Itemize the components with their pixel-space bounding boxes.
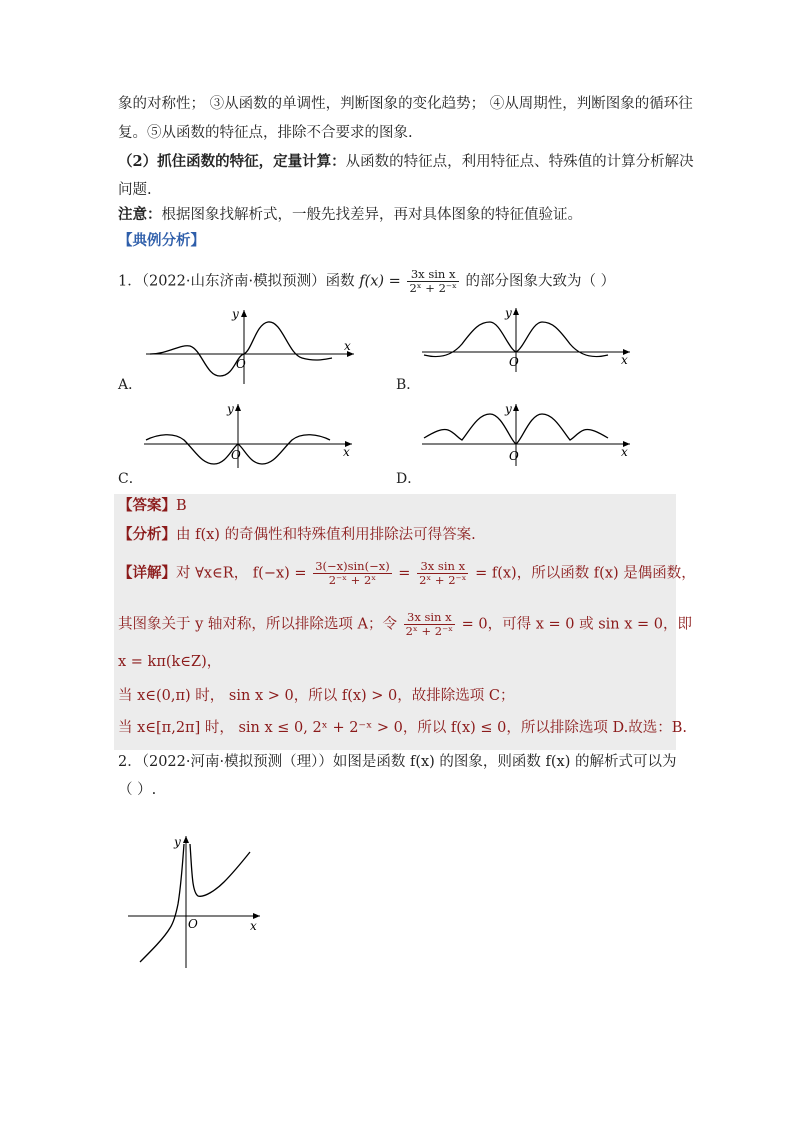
point-2-continued: 问题. <box>118 182 152 198</box>
curve-left-branch <box>140 844 184 962</box>
y-label: y <box>505 306 512 320</box>
q1-fraction <box>407 268 458 295</box>
x-label: x <box>250 919 257 933</box>
x-label: x <box>343 445 350 459</box>
y-arrow <box>235 404 241 411</box>
answer-line <box>118 496 187 516</box>
detail-2b: = 0，可得 x = 0 或 sin x = 0，即 <box>461 616 693 633</box>
fraction-3-den: 2ˣ + 2⁻ˣ <box>405 624 454 638</box>
option-c-label: C． <box>118 471 143 487</box>
detail-1a: 对 ∀x∈R， f(−x) = <box>176 565 307 582</box>
y-arrow <box>513 308 519 315</box>
fraction-1-den: 2⁻ˣ + 2ˣ <box>328 573 377 587</box>
curve-right-branch <box>190 844 250 896</box>
detail-line-3: x = kπ(k∈Z)， <box>118 654 222 670</box>
point-2 <box>118 152 694 172</box>
analysis-tag: 【分析】 <box>118 526 176 543</box>
note-heading: 注意： <box>118 206 162 223</box>
graph-question-2 <box>124 832 274 972</box>
intro-line-1: 象的对称性； ③从函数的单调性，判断图象的变化趋势； ④从周期性，判断图象的循环往 <box>118 96 693 112</box>
q1-fx: f(x) = <box>359 273 401 290</box>
y-label: y <box>505 402 512 416</box>
detail-line-4: 当 x∈(0,π) 时， sin x > 0，所以 f(x) > 0，故排除选项 C； <box>118 688 515 704</box>
y-arrow <box>183 836 189 843</box>
origin-label: O <box>231 448 241 462</box>
y-arrow <box>241 310 247 317</box>
detail-line-1 <box>118 560 696 587</box>
y-label: y <box>174 835 181 849</box>
point-2-heading: （2）抓住函数的特征，定量计算： <box>118 153 346 170</box>
answer-tag: 【答案】 <box>118 497 176 514</box>
question-2-line-2: （ ）. <box>118 782 157 798</box>
analysis-line <box>118 525 476 545</box>
y-arrow <box>513 404 519 411</box>
fraction-2-num: 3x sin x <box>417 560 468 574</box>
equals-sign: = <box>398 565 411 582</box>
note <box>118 205 582 225</box>
note-body: 根据图象找解析式，一般先找差异，再对具体图象的特征值验证。 <box>161 207 582 223</box>
analysis-text: 由 f(x) 的奇偶性和特殊值利用排除法可得答案. <box>176 527 476 543</box>
origin-label: O <box>188 917 198 931</box>
detail-fraction-3 <box>404 611 455 638</box>
section-heading: 【典例分析】 <box>118 232 205 249</box>
graph-option-a <box>140 304 366 388</box>
y-label: y <box>227 402 234 416</box>
detail-fraction-1 <box>313 560 392 587</box>
x-label: x <box>344 339 351 353</box>
fraction-3-num: 3x sin x <box>404 611 455 625</box>
question-2-line-1: 2．（2022·河南·模拟预测（理））如图是函数 f(x) 的图象，则函数 f(x) 的解析式可以为 <box>118 754 677 770</box>
q1-numerator: 3x sin x <box>407 268 458 282</box>
q1-prefix: 1．（2022·山东济南·模拟预测）函数 <box>118 273 355 290</box>
x-label: x <box>621 353 628 367</box>
detail-1b: = f(x)，所以函数 f(x) 是偶函数， <box>475 565 696 582</box>
fraction-2-den: 2ˣ + 2⁻ˣ <box>419 573 467 587</box>
option-b-label: B． <box>396 377 421 393</box>
graph-option-d <box>418 400 638 468</box>
question-1-stem <box>118 268 615 295</box>
detail-2a: 其图象关于 y 轴对称，所以排除选项 A；令 <box>118 616 397 633</box>
origin-label: O <box>509 449 519 463</box>
detail-line-5: 当 x∈[π,2π] 时， sin x ≤ 0, 2ˣ + 2⁻ˣ > 0，所以 f(x) ≤ 0，所以排除选项 D.故选：B. <box>118 720 687 736</box>
detail-fraction-2 <box>417 560 468 587</box>
graph-option-c <box>140 400 362 470</box>
detail-line-2 <box>118 611 692 638</box>
intro-line-2: 复。⑤从函数的特征点，排除不合要求的图象. <box>118 125 413 141</box>
origin-label: O <box>509 355 519 369</box>
y-label: y <box>232 307 239 321</box>
detail-tag: 【详解】 <box>118 564 176 582</box>
option-a-label: A． <box>118 377 143 393</box>
answer-value: B <box>176 498 187 514</box>
origin-label: O <box>236 357 246 371</box>
graph-option-b <box>418 304 638 374</box>
q1-suffix: 的部分图象大致为（ ） <box>465 273 616 290</box>
point-2-body: 从函数的特征点，利用特征点、特殊值的计算分析解决 <box>345 154 694 170</box>
option-d-label: D． <box>396 471 422 487</box>
q1-denominator: 2ˣ + 2⁻ˣ <box>409 281 457 295</box>
fraction-1-num: 3(−x)sin(−x) <box>315 559 390 573</box>
x-label: x <box>621 445 628 459</box>
